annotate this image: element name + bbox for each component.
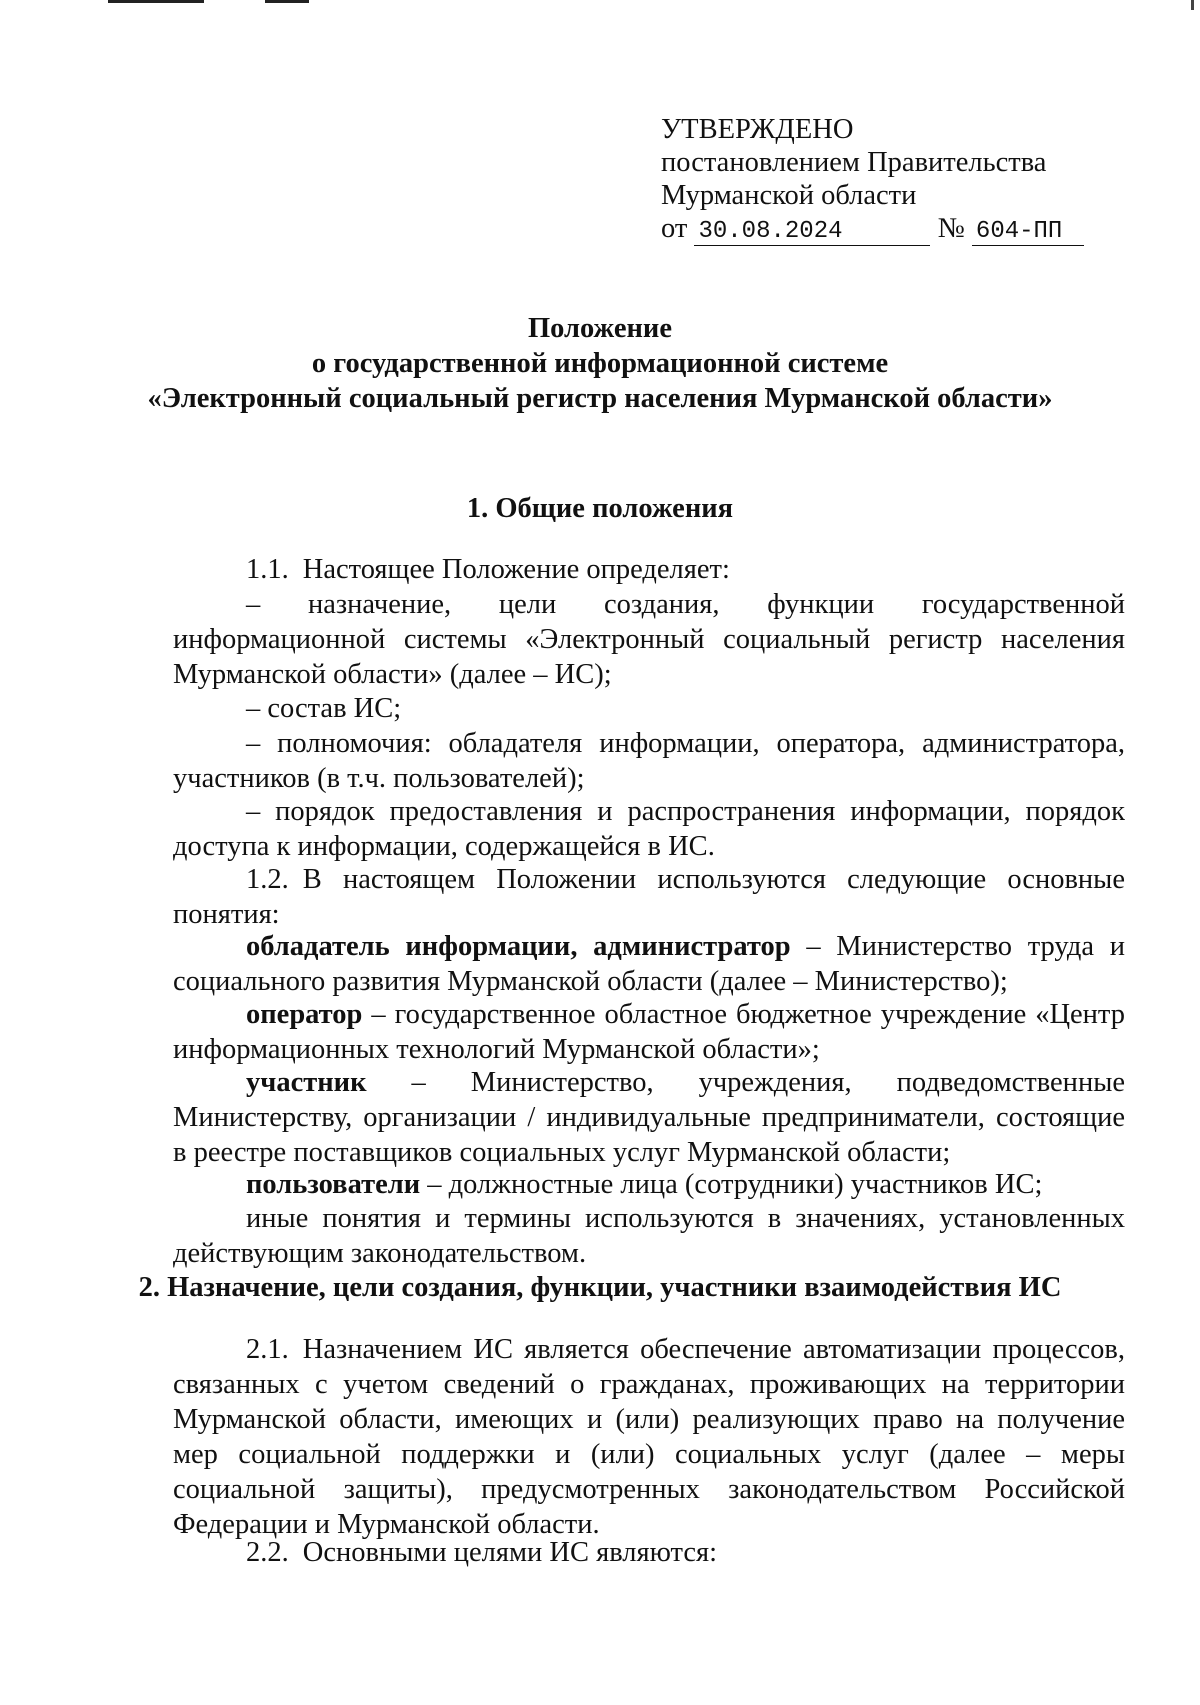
paragraph-2-2 bbox=[173, 1535, 1125, 1570]
paragraph-number: 1.2. bbox=[246, 864, 289, 895]
paragraph-2-1 bbox=[173, 1332, 1125, 1542]
scan-artifact-edge bbox=[1191, 0, 1194, 10]
definition-term: участник bbox=[246, 1067, 367, 1098]
definition-owner bbox=[173, 929, 1125, 999]
definition-text: – государственное областное бюджетное учреждение «Центр информационных технологий Мурманской области»; bbox=[173, 999, 1125, 1065]
list-item-purpose: – назначение, цели создания, функции государственной информационной системы «Электронный социальный регистр населения Мурманской области» (далее – ИС); bbox=[173, 589, 1125, 690]
approval-block bbox=[661, 113, 1141, 246]
title-line-2: о государственной информационной системе bbox=[311, 348, 889, 379]
definition-other: иные понятия и термины используются в значениях, установленных действующим законодательством. bbox=[173, 1203, 1125, 1269]
definition-term: обладатель информации, администратор bbox=[246, 931, 791, 962]
approval-date-line bbox=[661, 212, 1141, 246]
approval-heading: УТВЕРЖДЕНО bbox=[661, 114, 854, 145]
definition-term: пользователи bbox=[246, 1169, 421, 1200]
definition-participant bbox=[173, 1065, 1125, 1170]
paragraph-1-1 bbox=[246, 552, 1126, 587]
paragraph-1-2 bbox=[173, 862, 1125, 932]
list-item-powers: – полномочия: обладателя информации, оператора, администратора, участников (в т.ч. пользователей); bbox=[173, 728, 1125, 794]
section-1-heading: 1. Общие положения bbox=[466, 493, 734, 524]
paragraph-text: В настоящем Положении используются следующие основные понятия: bbox=[173, 864, 1125, 930]
definition-term: оператор bbox=[246, 999, 363, 1030]
title-line-1: Положение bbox=[527, 313, 672, 344]
paragraph-number: 2.2. bbox=[246, 1537, 289, 1568]
definition-text: – Министерство труда и социального развития Мурманской области (далее – Министерство); bbox=[173, 931, 1125, 997]
decree-date: 30.08.2024 bbox=[694, 219, 930, 246]
paragraph-text: Основными целями ИС являются: bbox=[302, 1537, 718, 1568]
number-sign: № bbox=[937, 213, 965, 244]
definition-users bbox=[173, 1167, 1125, 1202]
list-item-access: – порядок предоставления и распространения информации, порядок доступа к информации, содержащейся в ИС. bbox=[173, 796, 1125, 862]
definition-text: – Министерство, учреждения, подведомственные Министерству, организации / индивидуальные предприниматели, состоящие в реестре поставщиков социальных услуг Мурманской области; bbox=[173, 1067, 1125, 1168]
section-2-heading: 2. Назначение, цели создания, функции, участники взаимодействия ИС bbox=[138, 1272, 1062, 1303]
scan-artifact-line bbox=[108, 0, 204, 3]
approval-decree-line: постановлением Правительства bbox=[661, 147, 1047, 178]
definition-operator bbox=[173, 997, 1125, 1067]
paragraph-number: 1.1. bbox=[246, 554, 289, 585]
document-title bbox=[0, 311, 1200, 416]
definition-text: – должностные лица (сотрудники) участников ИС; bbox=[420, 1169, 1043, 1200]
approval-region-line: Мурманской области bbox=[661, 180, 917, 211]
date-prefix: от bbox=[661, 213, 688, 244]
paragraph-text: Назначением ИС является обеспечение автоматизации процессов, связанных с учетом сведений о гражданах, проживающих на территории Мурманской области, имеющих и (или) реализующих право на получение мер социальной поддержки и (или) социальных услуг (далее – меры социальной защиты), предусмотренных законодательством Российской Федерации и Мурманской области. bbox=[173, 1334, 1125, 1540]
paragraph-number: 2.1. bbox=[246, 1334, 289, 1365]
list-item-composition: – состав ИС; bbox=[246, 693, 402, 724]
scan-artifact-line bbox=[265, 0, 309, 3]
title-line-3: «Электронный социальный регистр населения Мурманской области» bbox=[147, 383, 1053, 414]
paragraph-text: Настоящее Положение определяет: bbox=[302, 554, 730, 585]
decree-number: 604-ПП bbox=[972, 219, 1084, 246]
